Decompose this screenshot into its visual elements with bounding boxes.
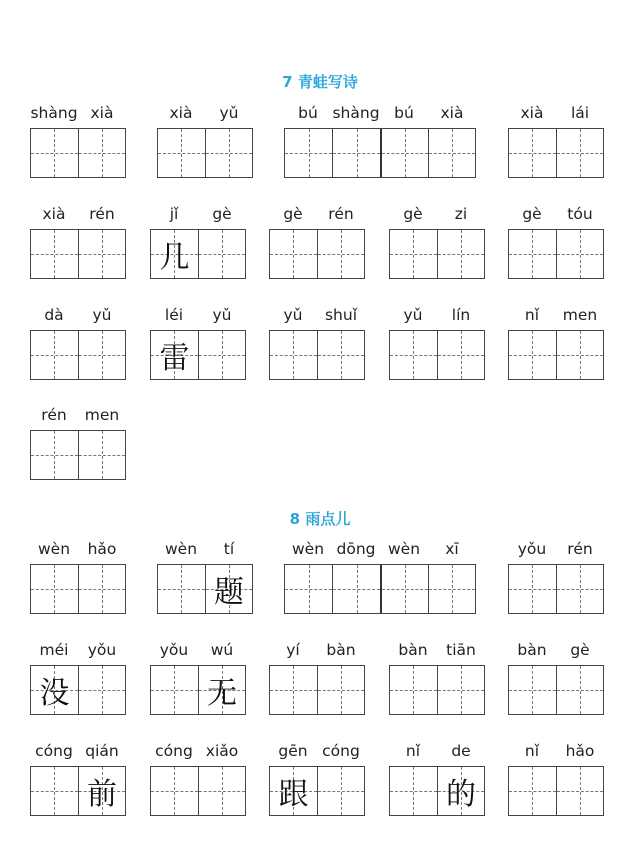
pinyin-label: tóu: [567, 205, 593, 223]
writing-cell[interactable]: [437, 230, 484, 278]
pinyin-label: rén: [89, 205, 115, 223]
pinyin-label: dōng: [336, 540, 376, 558]
writing-cell[interactable]: [509, 129, 556, 177]
writing-cell[interactable]: [31, 565, 78, 613]
tianzige-box: [157, 128, 253, 178]
pinyin-label: gè: [212, 205, 232, 223]
pinyin-label: bú: [298, 104, 318, 122]
writing-cell[interactable]: [31, 431, 78, 479]
writing-cell[interactable]: [556, 230, 603, 278]
writing-cell[interactable]: [198, 331, 245, 379]
word-unit: [508, 641, 604, 717]
word-unit: [508, 540, 604, 616]
tianzige-box: [150, 766, 246, 816]
word-unit: [150, 742, 246, 818]
pinyin-label: hǎo: [565, 742, 595, 760]
writing-cell[interactable]: [380, 129, 428, 177]
word-unit: [269, 306, 365, 382]
pinyin-label: yí: [286, 641, 300, 659]
pinyin-label: dà: [44, 306, 64, 324]
tianzige-box: [284, 564, 476, 614]
writing-cell[interactable]: [158, 565, 205, 613]
tianzige-box: [150, 330, 246, 380]
writing-cell[interactable]: [428, 129, 476, 177]
word-unit: [269, 641, 365, 717]
word-unit: [157, 540, 253, 616]
writing-cell[interactable]: [390, 230, 437, 278]
pinyin-label: gè: [403, 205, 423, 223]
word-unit: [389, 742, 485, 818]
writing-cell[interactable]: [31, 666, 78, 714]
writing-cell[interactable]: [78, 331, 125, 379]
pinyin-label: yǔ: [219, 104, 239, 122]
writing-cell[interactable]: [437, 331, 484, 379]
word-unit: [389, 306, 485, 382]
writing-cell[interactable]: [31, 331, 78, 379]
lesson-title: 7 青蛙写诗: [282, 73, 358, 91]
pinyin-label: léi: [164, 306, 184, 324]
pinyin-label: shàng: [30, 104, 78, 122]
writing-cell[interactable]: [285, 565, 332, 613]
word-unit: [150, 205, 246, 281]
writing-cell[interactable]: [437, 666, 484, 714]
hanzi-char: 几: [159, 240, 190, 275]
tianzige-box: [269, 229, 365, 279]
pinyin-label: yǔ: [212, 306, 232, 324]
writing-cell[interactable]: [556, 331, 603, 379]
hanzi-char: 雷: [159, 341, 190, 376]
tianzige-box: [389, 229, 485, 279]
pinyin-label: lái: [570, 104, 590, 122]
word-unit: [30, 104, 126, 180]
pinyin-label: zi: [454, 205, 468, 223]
word-unit: [508, 205, 604, 281]
pinyin-label: yǔ: [92, 306, 112, 324]
word-unit: [30, 742, 126, 818]
pinyin-label: gè: [522, 205, 542, 223]
tianzige-box: [389, 766, 485, 816]
pinyin-label: rén: [567, 540, 593, 558]
writing-cell[interactable]: [285, 129, 332, 177]
hanzi-char: 题: [213, 575, 244, 610]
pinyin-label: yǒu: [87, 641, 117, 659]
pinyin-label: bàn: [398, 641, 428, 659]
writing-cell[interactable]: [31, 230, 78, 278]
pinyin-label: lín: [451, 306, 471, 324]
pinyin-label: yǒu: [159, 641, 189, 659]
writing-cell[interactable]: [556, 129, 603, 177]
pinyin-label: xià: [169, 104, 193, 122]
writing-cell[interactable]: [78, 129, 125, 177]
word-unit: [284, 104, 476, 180]
pinyin-label: qián: [85, 742, 119, 760]
tianzige-box: [157, 564, 253, 614]
pinyin-label: nǐ: [405, 742, 421, 760]
tianzige-box: [30, 665, 126, 715]
tianzige-box: [508, 665, 604, 715]
hanzi-char: 前: [86, 777, 117, 812]
writing-cell[interactable]: [270, 767, 317, 815]
writing-cell[interactable]: [151, 666, 198, 714]
hanzi-char: 无: [206, 676, 237, 711]
tianzige-box: [389, 665, 485, 715]
word-unit: [284, 540, 476, 616]
pinyin-label: xiǎo: [205, 742, 239, 760]
tianzige-box: [508, 766, 604, 816]
tianzige-box: [30, 430, 126, 480]
word-unit: [30, 540, 126, 616]
writing-cell[interactable]: [158, 129, 205, 177]
word-unit: [269, 205, 365, 281]
writing-cell[interactable]: [78, 230, 125, 278]
word-unit: [508, 742, 604, 818]
hanzi-char: 没: [39, 676, 70, 711]
writing-cell[interactable]: [509, 565, 556, 613]
tianzige-box: [508, 128, 604, 178]
writing-cell[interactable]: [78, 431, 125, 479]
writing-cell[interactable]: [437, 767, 484, 815]
writing-cell[interactable]: [78, 666, 125, 714]
word-unit: [30, 641, 126, 717]
pinyin-label: wèn: [37, 540, 71, 558]
writing-cell[interactable]: [78, 767, 125, 815]
pinyin-label: shuǐ: [324, 306, 358, 324]
pinyin-label: xià: [440, 104, 464, 122]
pinyin-label: xià: [90, 104, 114, 122]
pinyin-label: jǐ: [169, 205, 179, 223]
writing-cell[interactable]: [390, 666, 437, 714]
pinyin-label: nǐ: [524, 306, 540, 324]
pinyin-label: bàn: [517, 641, 547, 659]
writing-cell[interactable]: [509, 331, 556, 379]
writing-cell[interactable]: [151, 230, 198, 278]
writing-cell[interactable]: [428, 565, 476, 613]
tianzige-box: [30, 564, 126, 614]
hanzi-char: 跟: [278, 777, 309, 812]
tianzige-box: [150, 665, 246, 715]
pinyin-label: xī: [445, 540, 459, 558]
pinyin-label: yǒu: [517, 540, 547, 558]
pinyin-label: gè: [283, 205, 303, 223]
writing-cell[interactable]: [317, 230, 364, 278]
pinyin-label: tiān: [446, 641, 476, 659]
pinyin-label: cóng: [322, 742, 360, 760]
word-unit: [508, 306, 604, 382]
pinyin-label: rén: [41, 406, 67, 424]
writing-cell[interactable]: [332, 565, 380, 613]
tianzige-box: [269, 665, 365, 715]
writing-cell[interactable]: [509, 666, 556, 714]
word-unit: [389, 205, 485, 281]
writing-cell[interactable]: [556, 767, 603, 815]
writing-cell[interactable]: [390, 331, 437, 379]
tianzige-box: [508, 229, 604, 279]
pinyin-label: yǔ: [283, 306, 303, 324]
writing-cell[interactable]: [332, 129, 380, 177]
writing-cell[interactable]: [556, 565, 603, 613]
writing-cell[interactable]: [31, 767, 78, 815]
tianzige-box: [269, 330, 365, 380]
pinyin-label: rén: [328, 205, 354, 223]
pinyin-label: de: [451, 742, 471, 760]
word-unit: [389, 641, 485, 717]
pinyin-label: xià: [42, 205, 66, 223]
pinyin-label: wèn: [387, 540, 421, 558]
pinyin-label: nǐ: [524, 742, 540, 760]
writing-cell[interactable]: [317, 666, 364, 714]
word-unit: [508, 104, 604, 180]
writing-cell[interactable]: [198, 230, 245, 278]
tianzige-box: [269, 766, 365, 816]
writing-cell[interactable]: [556, 666, 603, 714]
word-unit: [157, 104, 253, 180]
pinyin-label: yǔ: [403, 306, 423, 324]
pinyin-label: wèn: [164, 540, 198, 558]
writing-cell[interactable]: [205, 129, 252, 177]
tianzige-box: [30, 128, 126, 178]
tianzige-box: [30, 229, 126, 279]
word-unit: [150, 306, 246, 382]
writing-cell[interactable]: [317, 767, 364, 815]
word-unit: [150, 641, 246, 717]
writing-cell[interactable]: [270, 666, 317, 714]
writing-cell[interactable]: [151, 767, 198, 815]
writing-cell[interactable]: [380, 565, 428, 613]
writing-cell[interactable]: [270, 230, 317, 278]
tianzige-box: [508, 330, 604, 380]
pinyin-label: hǎo: [87, 540, 117, 558]
writing-cell[interactable]: [198, 767, 245, 815]
writing-cell[interactable]: [151, 331, 198, 379]
tianzige-box: [508, 564, 604, 614]
tianzige-box: [30, 766, 126, 816]
pinyin-label: bàn: [326, 641, 356, 659]
pinyin-label: men: [562, 306, 598, 324]
writing-cell[interactable]: [78, 565, 125, 613]
writing-cell[interactable]: [390, 767, 437, 815]
writing-cell[interactable]: [205, 565, 252, 613]
hanzi-char: 的: [445, 777, 476, 812]
writing-cell[interactable]: [198, 666, 245, 714]
writing-cell[interactable]: [270, 331, 317, 379]
word-unit: [30, 306, 126, 382]
pinyin-label: cóng: [35, 742, 73, 760]
lesson-title: 8 雨点儿: [289, 510, 351, 528]
tianzige-box: [389, 330, 485, 380]
pinyin-label: bú: [394, 104, 414, 122]
pinyin-label: gēn: [278, 742, 308, 760]
pinyin-label: wèn: [291, 540, 325, 558]
writing-cell[interactable]: [509, 767, 556, 815]
pinyin-label: méi: [39, 641, 69, 659]
pinyin-label: xià: [520, 104, 544, 122]
word-unit: [30, 406, 126, 482]
pinyin-label: shàng: [332, 104, 380, 122]
pinyin-label: tí: [223, 540, 235, 558]
word-unit: [269, 742, 365, 818]
writing-cell[interactable]: [509, 230, 556, 278]
pinyin-label: men: [84, 406, 120, 424]
writing-cell[interactable]: [317, 331, 364, 379]
tianzige-box: [150, 229, 246, 279]
tianzige-box: [30, 330, 126, 380]
pinyin-label: wú: [210, 641, 234, 659]
pinyin-label: cóng: [155, 742, 193, 760]
word-unit: [30, 205, 126, 281]
pinyin-label: gè: [570, 641, 590, 659]
tianzige-box: [284, 128, 476, 178]
writing-cell[interactable]: [31, 129, 78, 177]
